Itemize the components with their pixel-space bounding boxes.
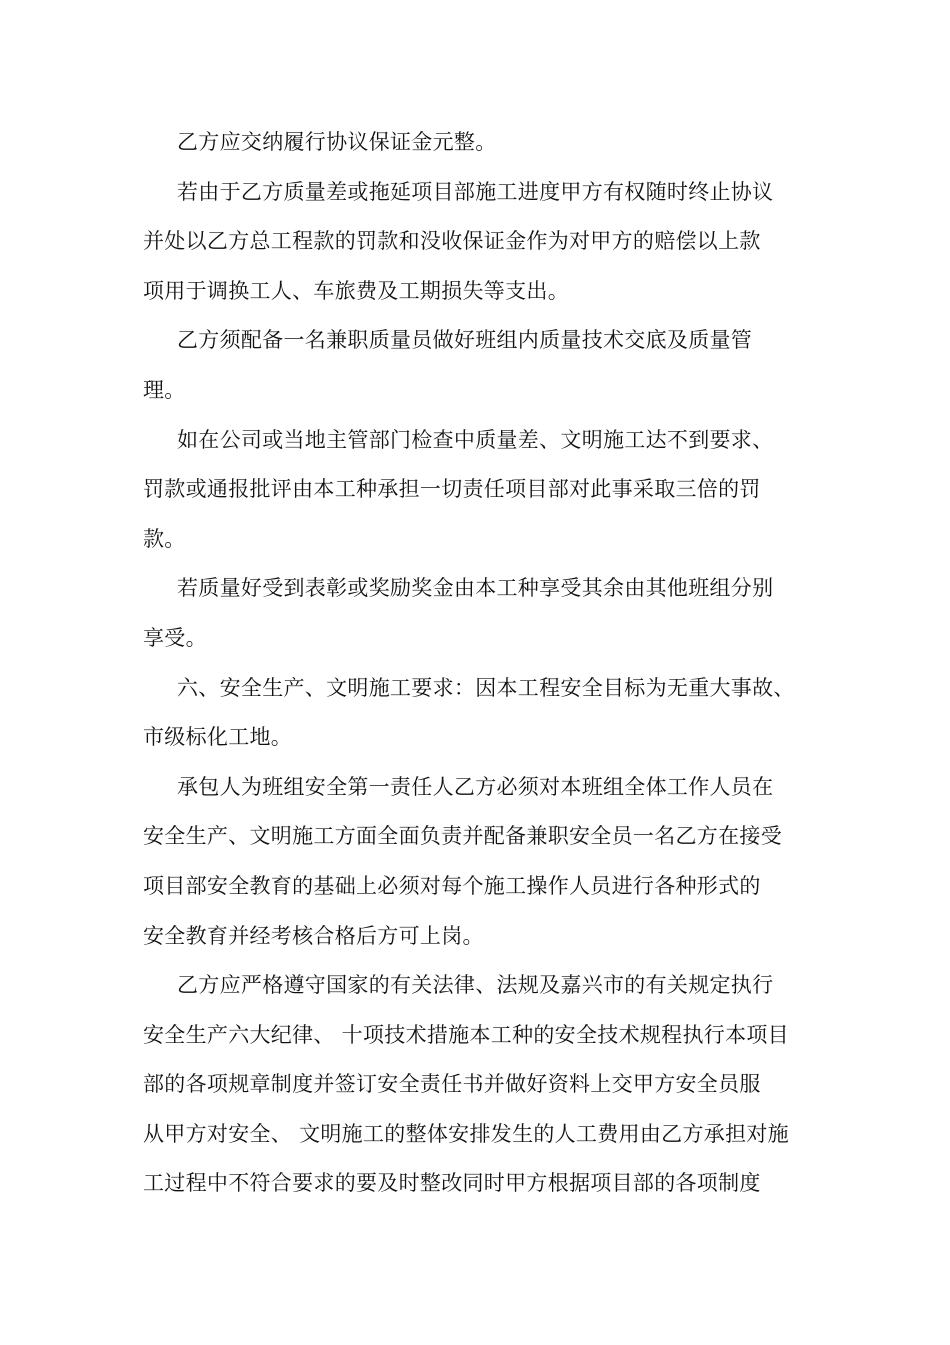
- text-line: 款。: [143, 526, 186, 551]
- document-body: [143, 118, 795, 1209]
- text-line: 乙方应交纳履行协议保证金元整。: [177, 130, 497, 154]
- paragraph-termination: [143, 168, 783, 317]
- text-line: 罚款或通报批评由本工种承担一切责任项目部对此事采取三倍的罚: [143, 477, 761, 502]
- paragraph-penalty: [143, 416, 783, 565]
- paragraph-deposit: [143, 118, 783, 168]
- text-line: 工过程中不符合要求的要及时整改同时甲方根据项目部的各项制度: [143, 1171, 761, 1196]
- text-line: 安全生产六大纪律、 十项技术措施本工种的安全技术规程执行本项目: [143, 1022, 789, 1047]
- paragraph-safety-responsibility: [143, 763, 783, 961]
- text-line: 项目部安全教育的基础上必须对每个施工操作人员进行各种形式的: [143, 873, 761, 898]
- text-line: 乙方须配备一名兼职质量员做好班组内质量技术交底及质量管: [177, 328, 753, 353]
- text-line: 部的各项规章制度并签订安全责任书并做好资料上交甲方安全员服: [143, 1072, 761, 1097]
- text-line: 享受。: [143, 625, 207, 650]
- paragraph-reward: [143, 564, 783, 663]
- text-line: 承包人为班组安全第一责任人乙方必须对本班组全体工作人员在: [177, 774, 774, 799]
- text-line: 如在公司或当地主管部门检查中质量差、文明施工达不到要求、: [177, 427, 774, 452]
- section-heading-safety: [143, 664, 795, 763]
- text-line: 六、安全生产、文明施工要求：因本工程安全目标为无重大事故、: [177, 675, 795, 700]
- text-line: 并处以乙方总工程款的罚款和没收保证金作为对甲方的赔偿以上款: [143, 229, 761, 254]
- text-line: 市级标化工地。: [143, 725, 293, 750]
- text-line: 安全教育并经考核合格后方可上岗。: [143, 923, 484, 948]
- text-line: 项用于调换工人、车旅费及工期损失等支出。: [143, 278, 569, 303]
- paragraph-regulations: [143, 961, 789, 1209]
- text-line: 若质量好受到表彰或奖励奖金由本工种享受其余由其他班组分别: [177, 576, 774, 601]
- text-line: 乙方应严格遵守国家的有关法律、法规及嘉兴市的有关规定执行: [177, 973, 774, 998]
- text-line: 理。: [143, 377, 186, 402]
- paragraph-quality-inspector: [143, 316, 783, 415]
- text-line: 从甲方对安全、 文明施工的整体安排发生的人工费用由乙方承担对施: [143, 1121, 789, 1146]
- text-line: 若由于乙方质量差或拖延项目部施工进度甲方有权随时终止协议: [177, 179, 774, 204]
- text-line: 安全生产、文明施工方面全面负责并配备兼职安全员一名乙方在接受: [143, 824, 782, 849]
